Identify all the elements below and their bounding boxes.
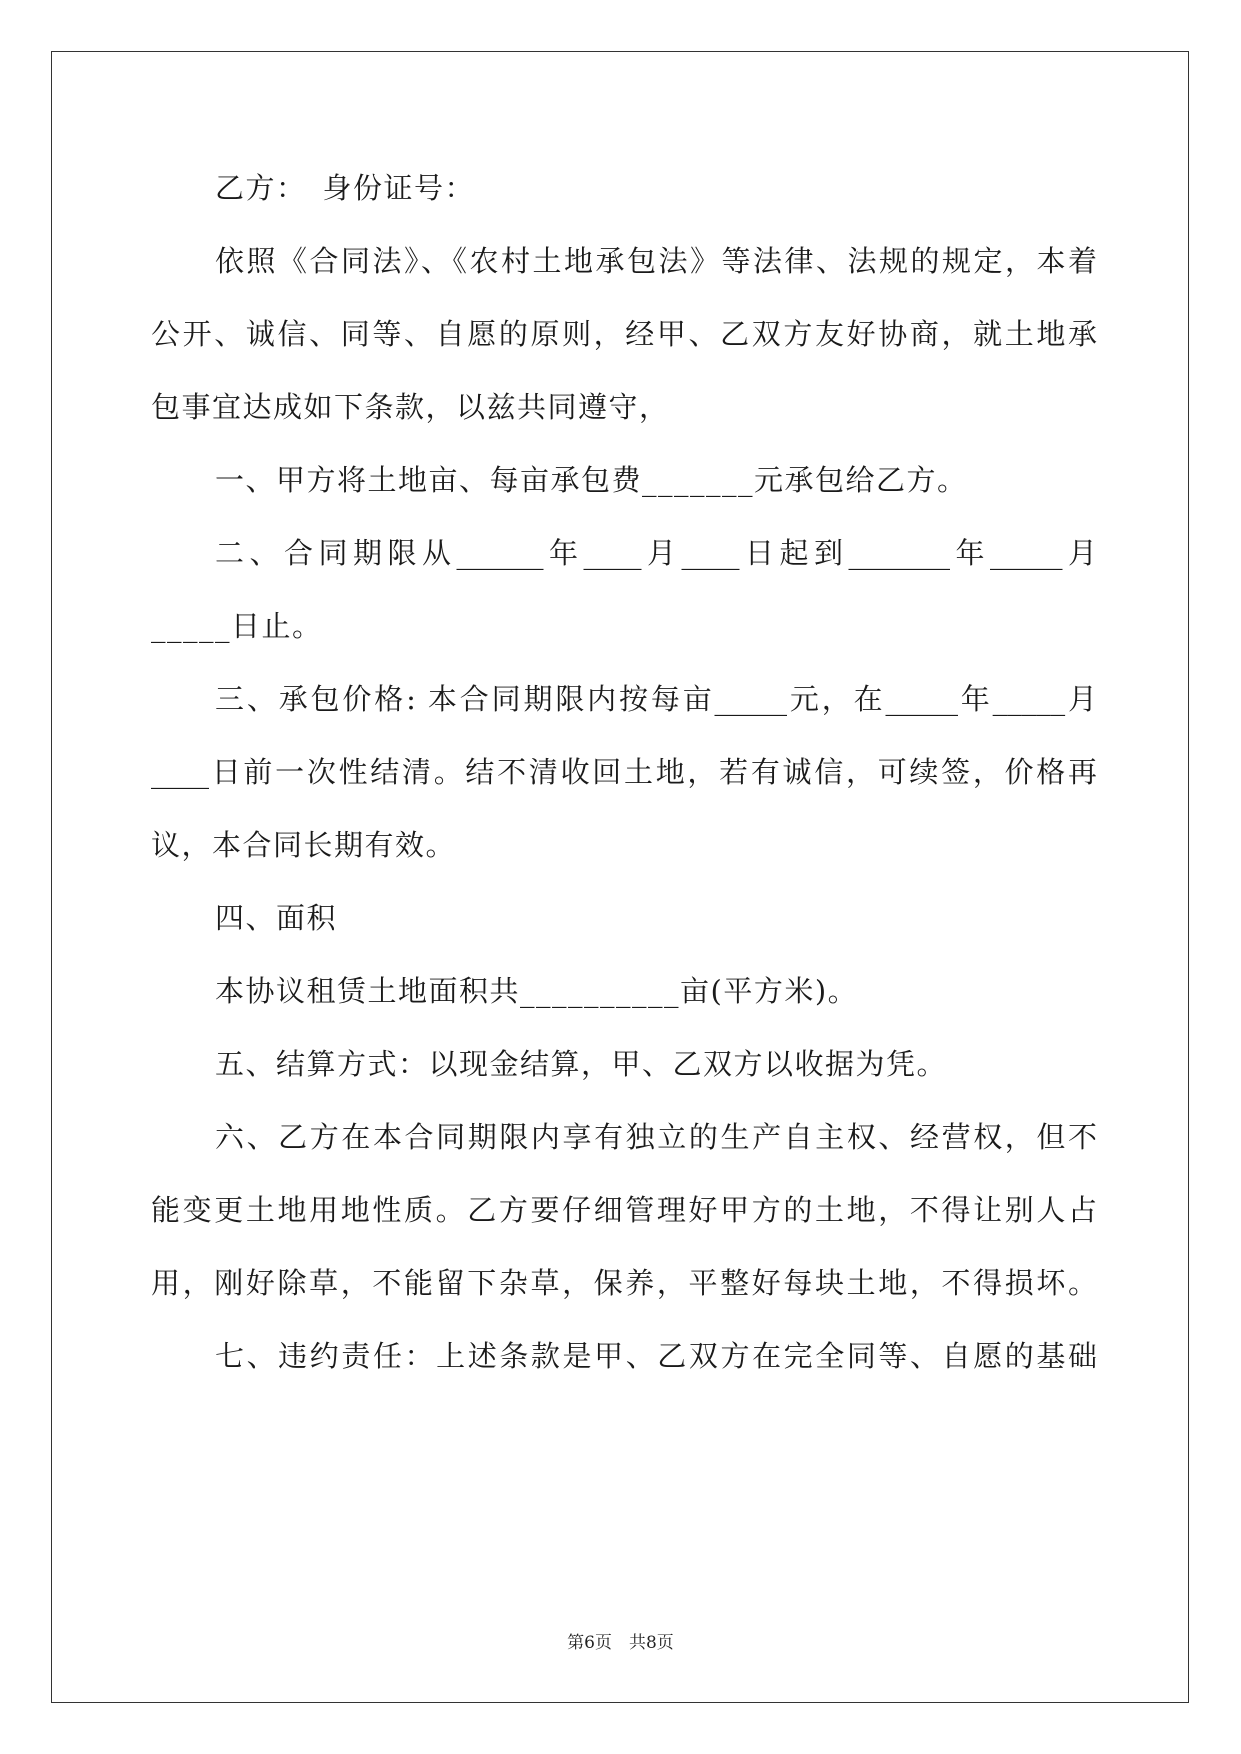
text-line-clause-3a: 三、承包价格: 本合同期限内按每亩_____元，在_____年_____月 [215, 682, 1097, 716]
text-line-clause-2b: _____日止。 [151, 609, 323, 643]
text-line-clause-3c: 议，本合同长期有效。 [151, 828, 457, 862]
text-line-clause-5: 五、结算方式：以现金结算，甲、乙双方以收据为凭。 [215, 1047, 948, 1081]
text-line-intro-3: 包事宜达成如下条款，以兹共同遵守， [151, 390, 670, 424]
text-line-clause-3b: ____日前一次性结清。结不清收回土地，若有诚信，可续签，价格再 [151, 755, 1097, 789]
text-line-intro-1: 依照《合同法》、《农村土地承包法》等法律、法规的规定，本着 [215, 244, 1097, 278]
page-border [51, 51, 1189, 1703]
text-line-intro-2: 公开、诚信、同等、自愿的原则，经甲、乙双方友好协商，就土地承 [151, 317, 1097, 351]
text-line-clause-1: 一、甲方将土地亩、每亩承包费_______元承包给乙方。 [215, 463, 968, 497]
text-line-clause-4-area: 本协议租赁土地面积共__________亩(平方米)。 [215, 974, 859, 1008]
page-number-footer: 第6页 共8页 [567, 1633, 674, 1653]
text-line-clause-6a: 六、乙方在本合同期限内享有独立的生产自主权、经营权，但不 [215, 1120, 1097, 1154]
text-line-clause-6c: 用，刚好除草，不能留下杂草，保养，平整好每块土地，不得损坏。 [151, 1266, 1097, 1300]
text-line-clause-7a: 七、违约责任：上述条款是甲、乙双方在完全同等、自愿的基础 [215, 1339, 1097, 1373]
text-line-clause-6b: 能变更土地用地性质。乙方要仔细管理好甲方的土地，不得让别人占 [151, 1193, 1097, 1227]
text-line-party-b: 乙方： 身份证号： [215, 171, 476, 205]
text-line-clause-4-heading: 四、面积 [215, 901, 338, 935]
text-line-clause-2a: 二、合同期限从______年____月____日起到_______年_____月 [215, 536, 1097, 570]
